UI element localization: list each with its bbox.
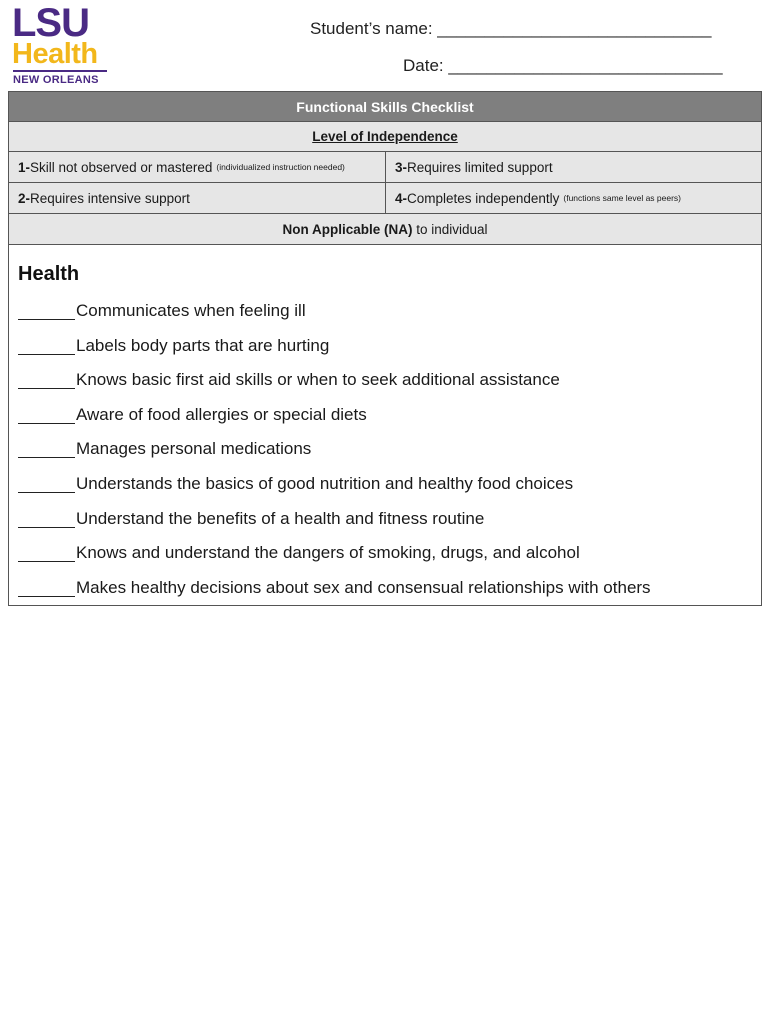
rating-blank[interactable] <box>18 297 75 320</box>
checklist-title: Functional Skills Checklist <box>9 92 761 122</box>
item-text: Understands the basics of good nutrition and healthy food choices <box>76 473 574 493</box>
level-heading-text: Level of Independence <box>312 129 458 144</box>
rating-blank[interactable] <box>18 332 75 355</box>
level-row-1 <box>9 152 761 183</box>
level-1-note: (individualized instruction needed) <box>216 162 345 172</box>
level-2-cell <box>9 183 386 213</box>
checklist-item <box>18 571 761 606</box>
na-label: Non Applicable (NA) <box>282 221 413 237</box>
item-text: Understand the benefits of a health and fitness routine <box>76 508 485 528</box>
logo-divider <box>13 70 107 72</box>
level-4-text: Completes independently <box>407 190 560 206</box>
level-1-text: Skill not observed or mastered <box>30 159 213 175</box>
item-text: Knows and understand the dangers of smoking, drugs, and alcohol <box>76 543 580 563</box>
checklist-item <box>18 502 761 537</box>
section-heading: Health <box>18 263 80 285</box>
logo-lsu-text: LSU <box>12 1 89 45</box>
rating-blank[interactable] <box>18 435 75 458</box>
checklist-item <box>18 363 761 398</box>
level-1-cell <box>9 152 386 182</box>
item-text: Aware of food allergies or special diets <box>76 404 367 424</box>
item-text: Labels body parts that are hurting <box>76 335 330 355</box>
level-4-note: (functions same level as peers) <box>563 193 682 203</box>
level-3-number: 3- <box>395 159 408 175</box>
item-text: Manages personal medications <box>76 439 312 459</box>
lsu-health-logo <box>12 1 112 86</box>
logo-new-orleans-text: NEW ORLEANS <box>13 74 99 86</box>
checklist-item <box>18 536 761 571</box>
item-text: Communicates when feeling ill <box>76 301 306 320</box>
level-2-number: 2- <box>18 190 31 206</box>
item-text: Makes healthy decisions about sex and consensual relationships with others <box>76 577 651 597</box>
student-name-field[interactable]: Student’s name: _____________________________ <box>310 19 712 38</box>
level-1-number: 1- <box>18 159 31 175</box>
rating-blank[interactable] <box>18 539 75 562</box>
level-4-number: 4- <box>395 190 408 206</box>
rating-blank[interactable] <box>18 470 75 493</box>
checklist-item <box>18 432 761 467</box>
logo-health-text: Health <box>12 38 98 70</box>
na-text: to individual <box>412 221 488 237</box>
rating-blank[interactable] <box>18 401 75 424</box>
checklist-item <box>18 294 761 329</box>
date-field[interactable]: Date: _____________________________ <box>403 56 723 75</box>
level-3-text: Requires limited support <box>407 159 553 175</box>
health-section <box>9 245 761 605</box>
checklist-item <box>18 329 761 364</box>
level-row-2 <box>9 183 761 214</box>
level-3-cell <box>386 152 761 182</box>
checklist-item <box>18 467 761 502</box>
checklist-form <box>8 91 762 606</box>
level-2-text: Requires intensive support <box>30 190 190 206</box>
rating-blank[interactable] <box>18 366 75 389</box>
level-heading <box>9 122 761 152</box>
health-checklist <box>18 294 761 605</box>
item-text: Knows basic first aid skills or when to seek additional assistance <box>76 370 560 390</box>
level-4-cell <box>386 183 761 213</box>
rating-blank[interactable] <box>18 505 75 528</box>
na-row <box>9 214 761 245</box>
rating-blank[interactable] <box>18 574 75 597</box>
checklist-item <box>18 398 761 433</box>
